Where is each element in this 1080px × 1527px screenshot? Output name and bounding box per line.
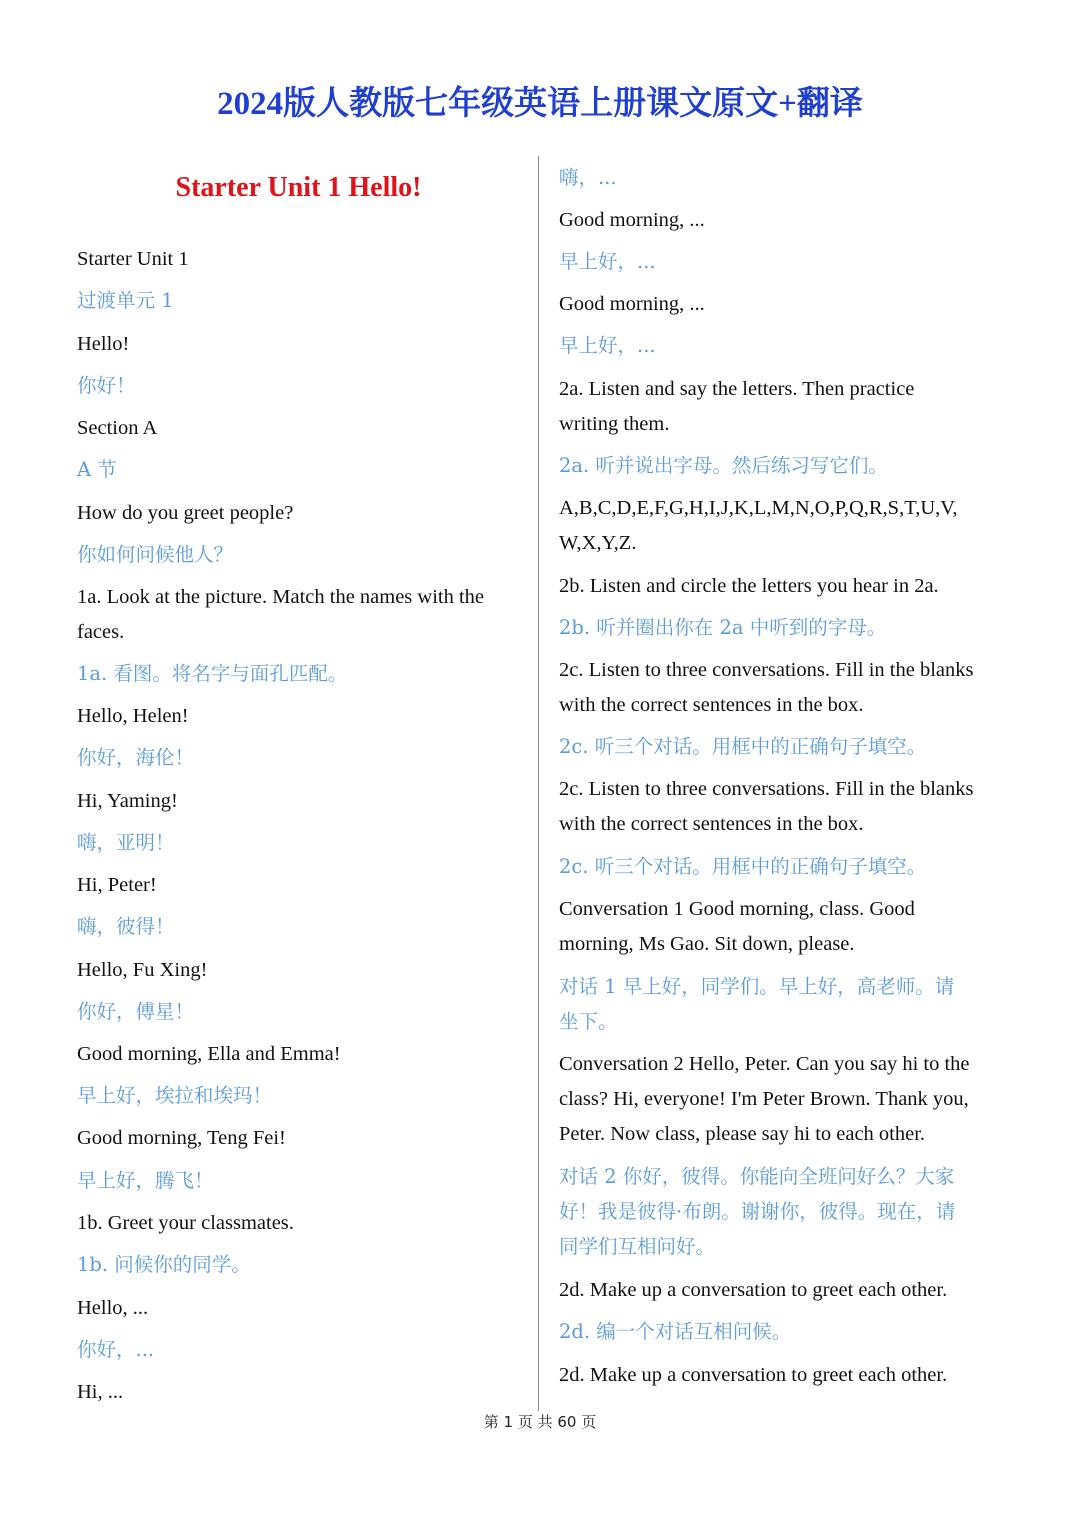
left_column-english-line: Hi, Peter! [77, 874, 157, 896]
left_column-chinese-translation-line: 早上好，腾飞！ [77, 1169, 214, 1192]
right_column-english-line: 2a. Listen and say the letters. Then practice [559, 378, 915, 400]
right_column-chinese-translation-line: 嗨，... [559, 166, 617, 189]
unit-heading: Starter Unit 1 Hello! [175, 172, 422, 203]
right_column-english-line: Good morning, ... [559, 209, 705, 231]
right_column-chinese-translation-line: 2b. 听并圈出你在 2a 中听到的字母。 [559, 616, 887, 639]
left_column-chinese-translation-line: 嗨，亚明！ [77, 831, 175, 854]
document-title: 2024版人教版七年级英语上册课文原文+翻译 [217, 86, 863, 122]
right_column-english-line: 2c. Listen to three conversations. Fill in the blanks [559, 778, 974, 800]
right_column-chinese-translation-line: 坐下。 [559, 1010, 618, 1033]
right_column-english-line: 2b. Listen and circle the letters you hear in 2a. [559, 575, 939, 597]
left_column-chinese-translation-line: 你如何问候他人？ [77, 543, 234, 566]
right_column-chinese-translation-line: 早上好，... [559, 250, 656, 273]
column-divider [538, 156, 539, 1411]
right_column-chinese-translation-line: 对话 2 你好，彼得。你能向全班问好么？大家 [559, 1165, 955, 1188]
left_column-chinese-translation-line: 你好，傅星！ [77, 1000, 195, 1023]
left_column-english-line: faces. [77, 621, 125, 643]
right_column-english-line: A,B,C,D,E,F,G,H,I,J,K,L,M,N,O,P,Q,R,S,T,U,V, [559, 497, 958, 519]
left_column-english-line: Starter Unit 1 [77, 248, 189, 270]
right_column-english-line: Conversation 2 Hello, Peter. Can you say hi to the [559, 1053, 970, 1075]
left_column-english-line: Good morning, Teng Fei! [77, 1127, 286, 1149]
left_column-english-line: Section A [77, 417, 158, 439]
left_column-english-line: Hello, ... [77, 1297, 149, 1319]
right_column-chinese-translation-line: 2d. 编一个对话互相问候。 [559, 1320, 792, 1343]
right_column-english-line: Peter. Now class, please say hi to each other. [559, 1123, 926, 1145]
left_column-chinese-translation-line: 嗨，彼得！ [77, 915, 175, 938]
left_column-english-line: Hello! [77, 333, 130, 355]
right_column-english-line: with the correct sentences in the box. [559, 813, 864, 835]
left_column-chinese-translation-line: 1b. 问候你的同学。 [77, 1253, 251, 1276]
right_column-english-line: W,X,Y,Z. [559, 532, 637, 554]
right_column-chinese-translation-line: 2a. 听并说出字母。然后练习写它们。 [559, 454, 888, 477]
right_column-english-line: 2c. Listen to three conversations. Fill in the blanks [559, 659, 974, 681]
right_column-english-line: 2d. Make up a conversation to greet each other. [559, 1364, 948, 1386]
left_column-english-line: 1b. Greet your classmates. [77, 1212, 294, 1234]
right_column-chinese-translation-line: 2c. 听三个对话。用框中的正确句子填空。 [559, 855, 927, 878]
left_column-english-line: How do you greet people? [77, 502, 294, 524]
right_column-chinese-translation-line: 早上好，... [559, 334, 656, 357]
left_column-chinese-translation-line: 你好，海伦！ [77, 746, 195, 769]
right_column-english-line: Conversation 1 Good morning, class. Good [559, 898, 915, 920]
page-footer: 第 1 页 共 60 页 [483, 1413, 597, 1431]
left_column-chinese-translation-line: A 节 [77, 458, 117, 481]
right_column-chinese-translation-line: 对话 1 早上好，同学们。早上好，高老师。请 [559, 975, 955, 998]
left_column-english-line: 1a. Look at the picture. Match the names with the [77, 586, 485, 608]
left_column-chinese-translation-line: 1a. 看图。将名字与面孔匹配。 [77, 662, 348, 685]
right_column-chinese-translation-line: 同学们互相问好。 [559, 1235, 716, 1258]
right_column-english-line: class? Hi, everyone! I'm Peter Brown. Thank you, [559, 1088, 969, 1110]
left_column-english-line: Hi, Yaming! [77, 790, 178, 812]
left_column-chinese-translation-line: 你好，... [77, 1338, 155, 1361]
left_column-english-line: Hello, Fu Xing! [77, 959, 208, 981]
left_column-chinese-translation-line: 你好！ [77, 374, 136, 397]
right_column-english-line: morning, Ms Gao. Sit down, please. [559, 933, 855, 955]
right_column-english-line: with the correct sentences in the box. [559, 694, 864, 716]
left_column-english-line: Good morning, Ella and Emma! [77, 1043, 341, 1065]
right_column-english-line: 2d. Make up a conversation to greet each other. [559, 1279, 948, 1301]
right_column-chinese-translation-line: 2c. 听三个对话。用框中的正确句子填空。 [559, 735, 927, 758]
left_column-english-line: Hello, Helen! [77, 705, 189, 727]
left_column-chinese-translation-line: 早上好，埃拉和埃玛！ [77, 1084, 273, 1107]
left_column-chinese-translation-line: 过渡单元 1 [77, 289, 174, 312]
right_column-english-line: writing them. [559, 413, 670, 435]
right_column-english-line: Good morning, ... [559, 293, 705, 315]
left_column-english-line: Hi, ... [77, 1381, 124, 1403]
right_column-chinese-translation-line: 好！我是彼得·布朗。谢谢你，彼得。现在，请 [559, 1200, 956, 1223]
